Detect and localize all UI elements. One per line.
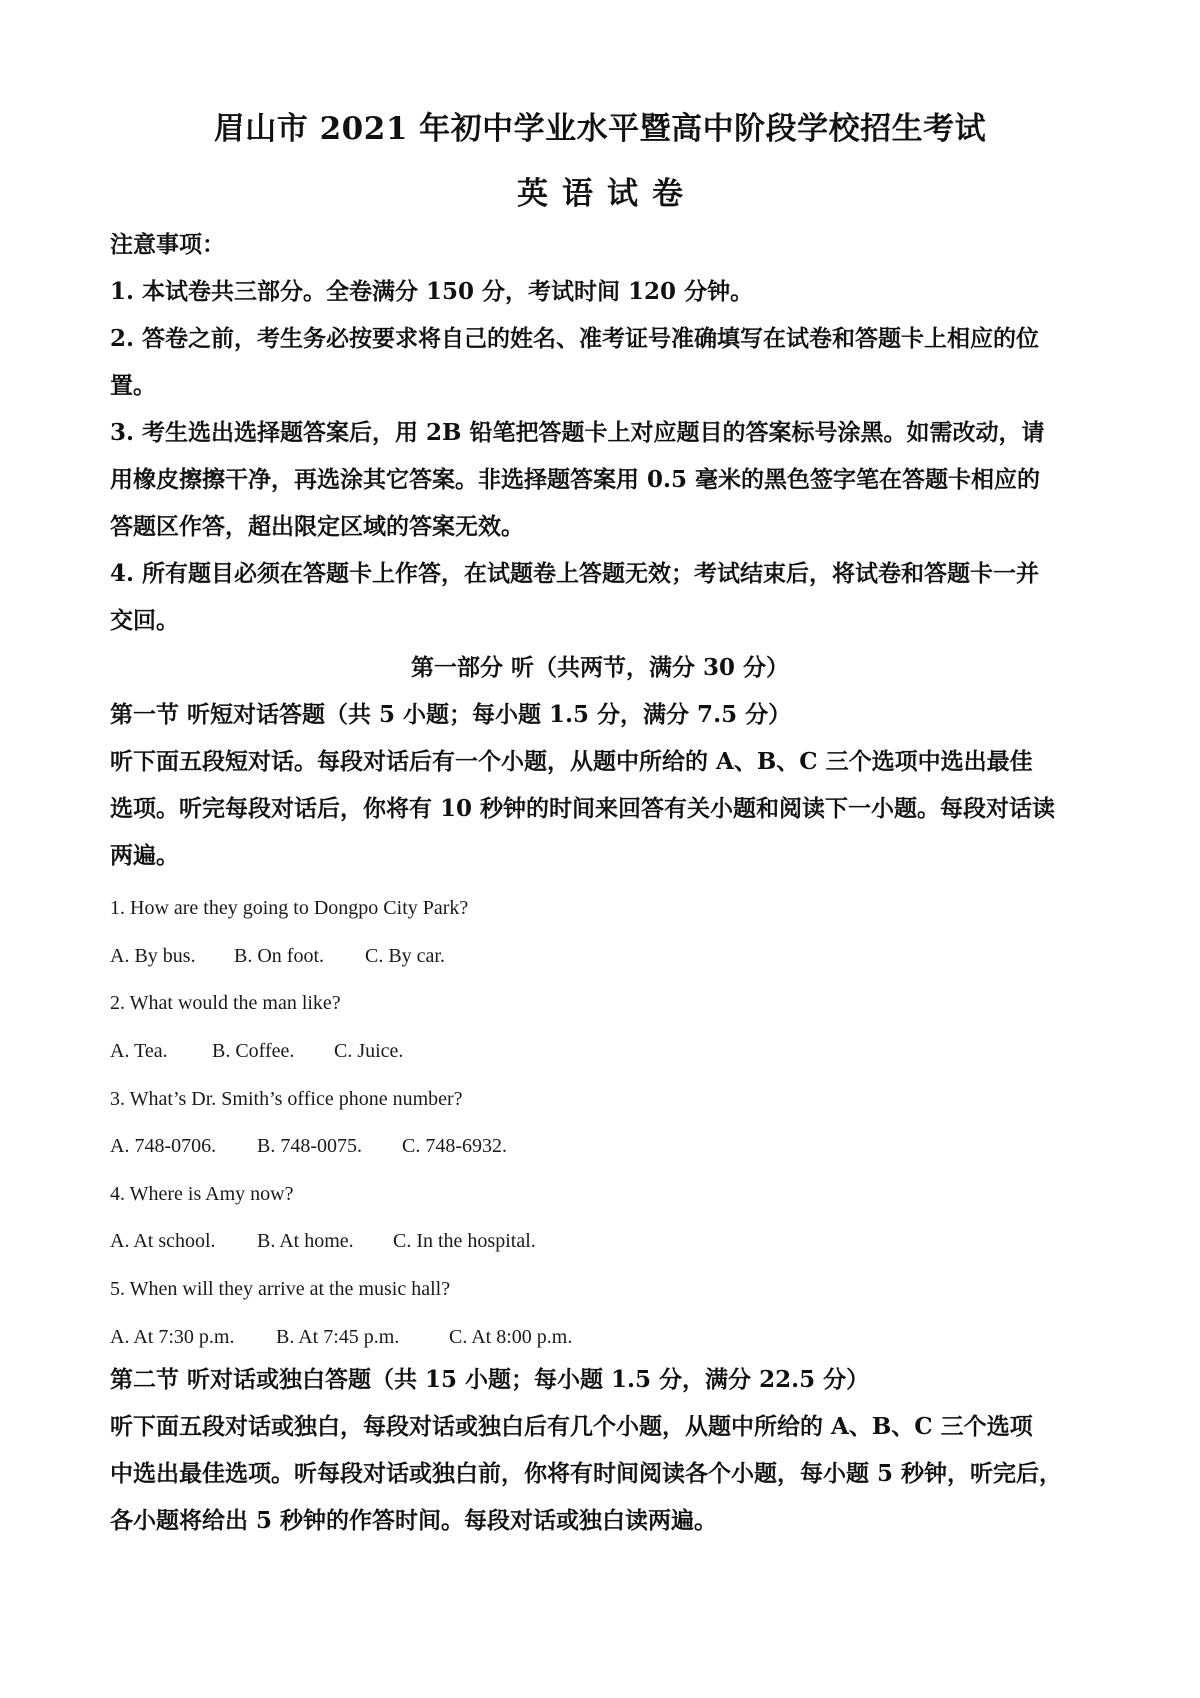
question-3: 3. What’s Dr. Smith’s office phone number? [110,1088,463,1110]
question-1-options [110,941,445,971]
notice-item: 1. 本试卷共三部分。全卷满分 150 分，考试时间 120 分钟。 [110,278,754,305]
question-1: 1. How are they going to Dongpo City Park? [110,897,469,919]
question-4: 4. Where is Amy now? [110,1183,294,1205]
option-b: B. At 7:45 p.m. [276,1326,400,1348]
exam-title: 眉山市 2021 年初中学业水平暨高中阶段学校招生考试 [213,111,987,147]
notice-item: 交回。 [110,607,179,634]
option-c: C. Juice. [334,1040,404,1062]
question-2: 2. What would the man like? [110,992,341,1014]
option-c: C. In the hospital. [393,1230,536,1252]
notice-heading: 注意事项： [110,231,225,258]
question-5-options [110,1322,572,1352]
section1-instruction: 选项。听完每段对话后，你将有 10 秒钟的时间来回答有关小题和阅读下一小题。每段对话读 [110,795,1056,822]
part1-heading: 第一部分 听（共两节，满分 30 分） [410,654,790,681]
section1-instruction: 两遍。 [110,842,179,869]
notice-item: 3. 考生选出选择题答案后，用 2B 铅笔把答题卡上对应题目的答案标号涂黑。如需改动，请 [110,419,1045,446]
option-a: A. By bus. [110,945,196,967]
option-c: C. By car. [365,945,445,967]
section2-instruction: 各小题将给出 5 秒钟的作答时间。每段对话或独白读两遍。 [110,1507,718,1534]
notice-item: 4. 所有题目必须在答题卡上作答，在试题卷上答题无效；考试结束后，将试卷和答题卡一并 [110,560,1040,587]
option-b: B. At home. [257,1230,354,1252]
option-a: A. At 7:30 p.m. [110,1326,235,1348]
option-b: B. On foot. [234,945,324,967]
question-5: 5. When will they arrive at the music hall? [110,1278,451,1300]
option-a: A. At school. [110,1230,216,1252]
section2-instruction: 中选出最佳选项。听每段对话或独白前，你将有时间阅读各个小题，每小题 5 秒钟，听完后， [110,1460,1063,1487]
section1-heading: 第一节 听短对话答题（共 5 小题；每小题 1.5 分，满分 7.5 分） [110,701,792,728]
option-c: C. 748-6932. [402,1135,507,1157]
notice-item: 置。 [110,372,156,399]
question-4-options [110,1226,536,1256]
section2-heading: 第二节 听对话或独白答题（共 15 小题；每小题 1.5 分，满分 22.5 分） [110,1366,870,1393]
option-c: C. At 8:00 p.m. [449,1326,573,1348]
section2-instruction: 听下面五段对话或独白，每段对话或独白后有几个小题，从题中所给的 A、B、C 三个选项 [110,1413,1033,1440]
notice-item: 用橡皮擦擦干净，再选涂其它答案。非选择题答案用 0.5 毫米的黑色签字笔在答题卡相应的 [110,466,1041,493]
option-a: A. Tea. [110,1040,168,1062]
option-b: B. Coffee. [212,1040,295,1062]
option-a: A. 748-0706. [110,1135,217,1157]
exam-subtitle: 英语试卷 [517,176,697,212]
question-3-options [110,1131,507,1161]
option-b: B. 748-0075. [257,1135,362,1157]
question-2-options [110,1036,403,1066]
notice-item: 答题区作答，超出限定区域的答案无效。 [110,513,524,540]
notice-item: 2. 答卷之前，考生务必按要求将自己的姓名、准考证号准确填写在试卷和答题卡上相应的位 [110,325,1040,352]
section1-instruction: 听下面五段短对话。每段对话后有一个小题，从题中所给的 A、B、C 三个选项中选出最佳 [110,748,1033,775]
